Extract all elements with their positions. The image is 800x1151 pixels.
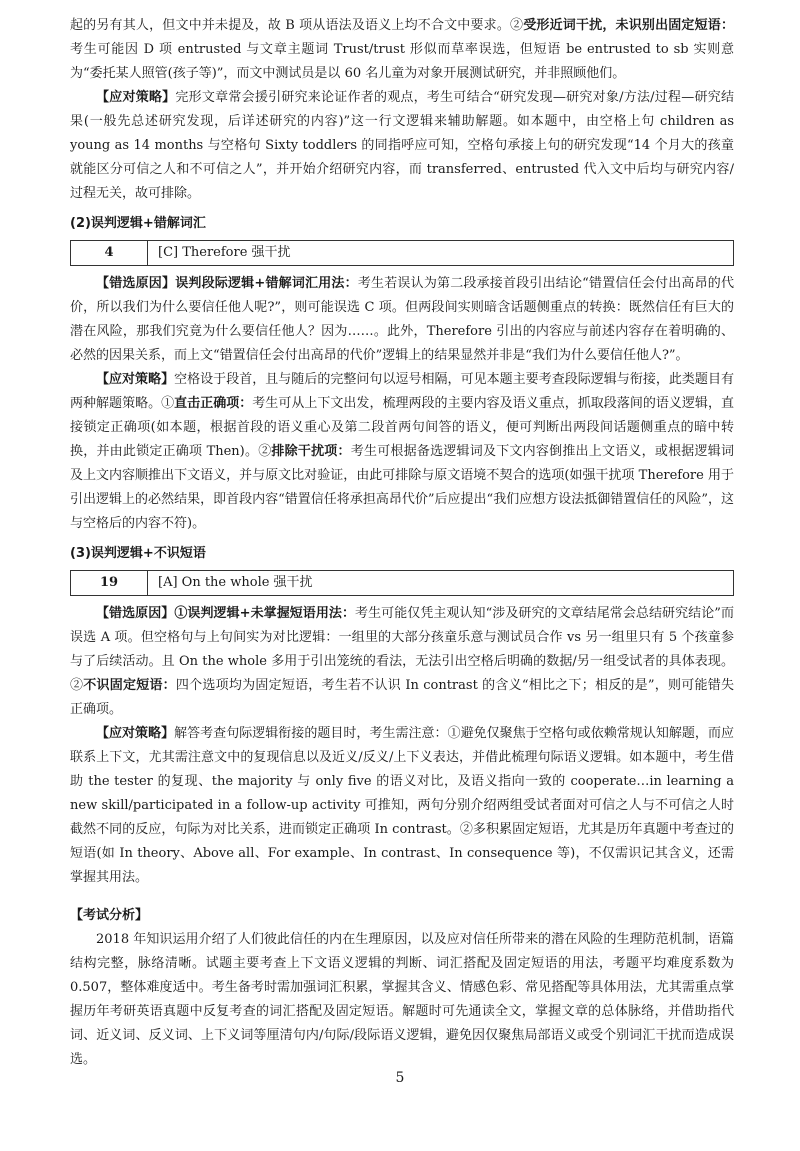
strategy-paragraph-2: 【应对策略】空格设于段首，且与随后的完整问句以逗号相隔，可见本题主要考查段际逻辑与衔接，此类题目有两种解题策略。①直击正确项：考生可从上下文出发，梳理两段的主要内容及语义重点，抓取段落间的语义逻辑，直接锁定正确项(如本题，根据首段的语义重心及第二段首两句间答的语义，便可判断出两段间话题侧重点的暗中转换，并由此锁定正确项 Then)。②排除干扰项：考生可根据备选逻辑词及下文内容倒推出上文语义，或根据逻辑词及上文内容顺推出下文语义，并与原文比对验证，由此可排除与原文语境不契合的选项(如强干扰项 Therefore 用于引出逻辑上的必然结果，即首段内容“错置信任将承担高昂代价”后应提出“我们应想方设法抵御错置信任的风险”，这与空格后的内容不符)。 — [70, 372, 734, 531]
bold-term: 受形近词干扰，未识别出固定短语： — [523, 18, 734, 33]
distractor-option: [C] Therefore 强干扰 — [158, 245, 291, 260]
distractor-option: [A] On the whole 强干扰 — [158, 575, 313, 590]
answer-box-2 — [70, 240, 734, 266]
page-number: 5 — [395, 1070, 405, 1086]
strategy-paragraph-1: 【应对策略】完形文章常会援引研究来论证作者的观点，考生可结合“研究发现—研究对象/方法/过程—研究结果(一般先总述研究发现，后详述研究的内容)”这一行文逻辑来辅助解题。如本题中，由空格上句 children as young as 14 months 与空格句 Sixty toddlers 的同指呼应可知，空格句承接上句的研究发现“14 个月大的孩童就能区分可信之人和不可信之人”，并开始介绍研究内容，而 transferred、entrusted 代入文中后均与研究内容/过程无关，故可排除。 — [70, 90, 734, 201]
strategy-paragraph-3: 【应对策略】解答考查句际逻辑衔接的题目时，考生需注意：①避免仅聚焦于空格句或依赖常规认知解题，而应联系上下文，尤其需注意文中的复现信息以及近义/反义/上下义表达，并借此梳理句际语义逻辑。如本题中，考生借助 the tester 的复现、the majority 与 only five 的语义对比，及语义指向一致的 cooperate…in learning a new skill/participated in a follow-up activity 可推知，两句分别介绍两组受试者面对可信之人与不可信之人时截然不同的反应，句际为对比关系，进而锁定正确项 In contrast。②多积累固定短语，尤其是历年真题中考查过的短语(如 In theory、Above all、For example、In contrast、In consequence 等)，不仅需识记其含义，还需掌握其用法。 — [70, 726, 734, 885]
question-number: 19 — [71, 571, 148, 595]
page-content — [70, 14, 734, 1072]
reason-paragraph-3: 【错选原因】①误判逻辑+未掌握短语用法：考生可能仅凭主观认知“涉及研究的文章结尾常会总结研究结论”而误选 A 项。但空格句与上句间实为对比逻辑：一组里的大部分孩童乐意与测试员合作 vs 另一组里只有 5 个孩童参与了后续活动。且 On the whole 多用于引出笼统的看法，无法引出空格后明确的数据/另一组受试者的具体表现。②不识固定短语：四个选项均为固定短语，考生若不认识 In contrast 的含义“相比之下；相反的是”，则可能错失正确项。 — [70, 606, 734, 717]
exam-analysis-heading: 【考试分析】 — [70, 908, 149, 923]
paragraph-continuation: 起的另有其人，但文中并未提及，故 B 项从语法及语义上均不合文中要求。②受形近词干扰，未识别出固定短语：考生可能因 D 项 entrusted 与文章主题词 Trust/trust 形似而草率误选，但短语 be entrusted to sb 实则意为“委托某人照管(孩子等)”，而文中测试员是以 60 名儿童为对象开展测试研究，并非照顾他们。 — [70, 18, 734, 81]
section-heading-3: (3)误判逻辑+不识短语 — [70, 546, 206, 561]
exam-analysis-paragraph: 2018 年知识运用介绍了人们彼此信任的内在生理原因，以及应对信任所带来的潜在风险的生理防范机制，语篇结构完整，脉络清晰。试题主要考查上下文语义逻辑的判断、词汇搭配及固定短语的用法，考题平均难度系数为 0.507，整体难度适中。考生备考时需加强词汇积累，掌握其含义、情感色彩、常见搭配等具体用法，尤其需重点掌握历年考研英语真题中反复考查的词汇搭配及固定短语。解题时可先通读全文，掌握文章的总体脉络，并借助指代词、近义词、反义词、上下义词等厘清句内/句际/段际语义逻辑，避免因仅聚焦局部语义或受个别词汇干扰而造成误选。 — [70, 932, 734, 1067]
reason-paragraph-2: 【错选原因】误判段际逻辑+错解词汇用法：考生若误认为第二段承接首段引出结论“错置信任会付出高昂的代价，所以我们为什么要信任他人呢?”，则可能误选 C 项。但两段间实则暗含话题侧重点的转换：既然信任有巨大的潜在风险，那我们究竟为什么要信任他人？因为……。此外，Therefore 引出的内容应与前述内容存在着明确的、必然的因果关系，而上文“错置信任会付出高昂的代价”逻辑上的结果显然并非是“我们为什么要信任他人?”。 — [70, 276, 734, 363]
section-heading-2: (2)误判逻辑+错解词汇 — [70, 216, 206, 231]
strategy-label: 【应对策略】 — [96, 90, 176, 105]
question-number: 4 — [71, 241, 148, 265]
answer-box-3 — [70, 570, 734, 596]
